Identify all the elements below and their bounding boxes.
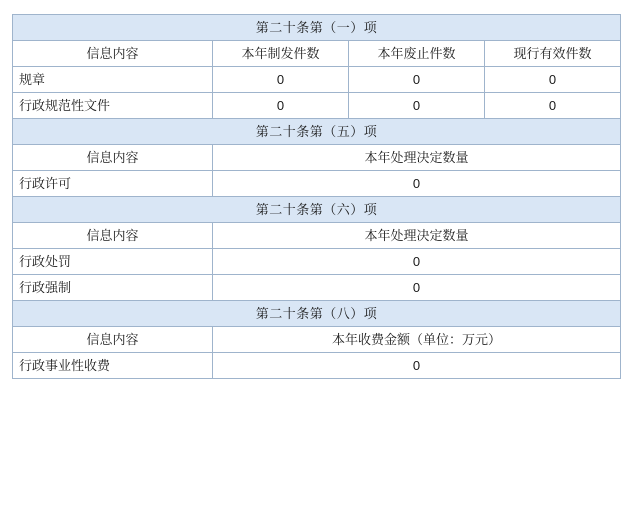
table-row <box>13 171 621 197</box>
table-row <box>13 67 621 93</box>
column-header-fee-amount: 本年收费金额（单位：万元） <box>213 327 621 353</box>
table-header-row <box>13 145 621 171</box>
row-label: 行政许可 <box>13 171 213 197</box>
section-title-row <box>13 301 621 327</box>
section-title: 第二十条第（八）项 <box>13 301 621 327</box>
row-value: 0 <box>213 67 349 93</box>
section-title-row <box>13 197 621 223</box>
section-title-row <box>13 15 621 41</box>
table-header-row <box>13 327 621 353</box>
column-header-info-content: 信息内容 <box>13 327 213 353</box>
table-header-row <box>13 41 621 67</box>
row-label: 行政强制 <box>13 275 213 301</box>
table-row <box>13 93 621 119</box>
row-value: 0 <box>213 249 621 275</box>
row-value: 0 <box>213 275 621 301</box>
column-header-info-content: 信息内容 <box>13 223 213 249</box>
row-value: 0 <box>213 93 349 119</box>
column-header-effective-count: 现行有效件数 <box>485 41 621 67</box>
column-header-info-content: 信息内容 <box>13 41 213 67</box>
column-header-issued-count: 本年制发件数 <box>213 41 349 67</box>
row-value: 0 <box>485 67 621 93</box>
row-value: 0 <box>349 67 485 93</box>
row-value: 0 <box>213 353 621 379</box>
column-header-decision-count: 本年处理决定数量 <box>213 223 621 249</box>
section-title: 第二十条第（六）项 <box>13 197 621 223</box>
section-title: 第二十条第（一）项 <box>13 15 621 41</box>
row-value: 0 <box>349 93 485 119</box>
table-row <box>13 249 621 275</box>
table-row <box>13 353 621 379</box>
row-label: 行政规范性文件 <box>13 93 213 119</box>
statistics-table <box>12 14 621 379</box>
table-header-row <box>13 223 621 249</box>
column-header-info-content: 信息内容 <box>13 145 213 171</box>
row-label: 行政事业性收费 <box>13 353 213 379</box>
row-value: 0 <box>485 93 621 119</box>
section-title-row <box>13 119 621 145</box>
row-label: 行政处罚 <box>13 249 213 275</box>
row-label: 规章 <box>13 67 213 93</box>
table-row <box>13 275 621 301</box>
section-title: 第二十条第（五）项 <box>13 119 621 145</box>
column-header-decision-count: 本年处理决定数量 <box>213 145 621 171</box>
column-header-abolished-count: 本年废止件数 <box>349 41 485 67</box>
row-value: 0 <box>213 171 621 197</box>
